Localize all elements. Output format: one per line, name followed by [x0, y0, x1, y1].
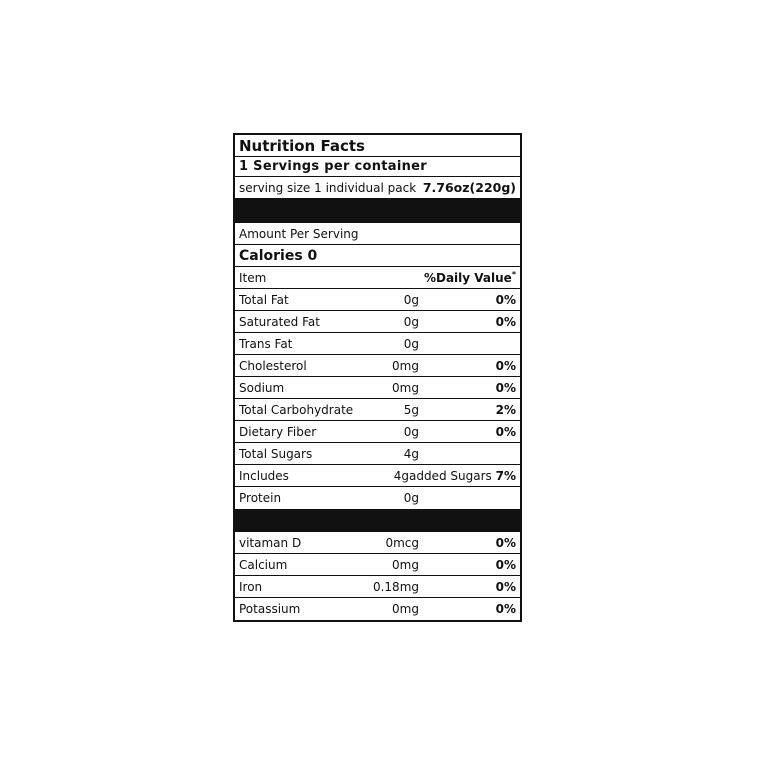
nutrient-daily-value: added Sugars 7% — [409, 468, 516, 483]
divider-bar — [235, 199, 520, 223]
nutrient-name: vitaman D — [239, 535, 302, 550]
column-item: Item — [239, 270, 267, 285]
nutrient-daily-value: 0% — [495, 292, 516, 307]
nutrient-amount: 0g — [403, 336, 419, 351]
serving-size-label: serving size 1 individual pack — [239, 180, 417, 195]
nutrient-amount: 0mg — [392, 358, 419, 373]
nutrient-amount: 0g — [403, 314, 419, 329]
serving-size-row — [235, 177, 520, 199]
mineral-row — [235, 532, 520, 554]
nutrient-name: Total Fat — [239, 292, 289, 307]
nutrient-amount: 0mcg — [385, 535, 419, 550]
calories: Calories 0 — [235, 245, 520, 267]
nutrient-amount: 4g — [393, 468, 410, 483]
mineral-row — [235, 576, 520, 598]
nutrient-name: Dietary Fiber — [239, 424, 317, 439]
nutrient-daily-value: 0% — [495, 602, 516, 616]
nutrient-name: Calcium — [239, 557, 288, 572]
mineral-row — [235, 598, 520, 620]
nutrient-row — [235, 289, 520, 311]
nutrient-daily-value: 0% — [495, 314, 516, 329]
nutrient-amount: 4g — [403, 446, 419, 461]
nutrient-amount: 5g — [403, 402, 419, 417]
nutrient-daily-value: 0% — [495, 557, 516, 572]
nutrient-row — [235, 487, 520, 509]
nutrient-name: Potassium — [239, 602, 301, 616]
divider-bar — [235, 509, 520, 532]
serving-size-value: 7.76oz(220g) — [422, 180, 516, 195]
nutrient-name: Total Carbohydrate — [239, 402, 354, 417]
mineral-row — [235, 554, 520, 576]
nutrient-amount: 0.18mg — [372, 579, 419, 594]
nutrient-row — [235, 311, 520, 333]
nutrient-daily-value: 0% — [495, 380, 516, 395]
nutrient-daily-value: 2% — [495, 402, 516, 417]
label-title: Nutrition Facts — [235, 135, 520, 157]
nutrient-amount: 0g — [403, 491, 419, 505]
nutrient-name: Cholesterol — [239, 358, 307, 373]
nutrient-row — [235, 421, 520, 443]
nutrient-amount: 0g — [403, 424, 419, 439]
amount-per-serving: Amount Per Serving — [235, 223, 520, 245]
nutrient-row — [235, 465, 520, 487]
nutrient-row — [235, 443, 520, 465]
nutrient-name: Iron — [239, 579, 263, 594]
nutrition-facts-label — [233, 133, 522, 622]
nutrient-row — [235, 377, 520, 399]
nutrient-row — [235, 399, 520, 421]
nutrient-amount: 0g — [403, 292, 419, 307]
nutrient-row — [235, 333, 520, 355]
nutrient-name: Trans Fat — [239, 336, 293, 351]
nutrient-daily-value: 0% — [495, 579, 516, 594]
nutrient-amount: 0mg — [392, 380, 419, 395]
nutrient-daily-value: 0% — [495, 535, 516, 550]
servings-per-container: 1 Servings per container — [235, 157, 520, 177]
nutrient-name: Total Sugars — [239, 446, 313, 461]
nutrient-list — [235, 289, 520, 509]
nutrient-name: Sodium — [239, 380, 285, 395]
nutrient-row — [235, 355, 520, 377]
nutrient-daily-value: 0% — [495, 424, 516, 439]
mineral-list — [235, 532, 520, 620]
nutrient-amount: 0mg — [392, 602, 419, 616]
nutrient-name: Includes — [239, 468, 289, 483]
nutrient-name: Protein — [239, 491, 282, 505]
nutrient-daily-value: 0% — [495, 358, 516, 373]
nutrient-name: Saturated Fat — [239, 314, 320, 329]
nutrient-amount: 0mg — [392, 557, 419, 572]
column-header-row — [235, 267, 520, 289]
column-daily-value: %Daily Value* — [423, 270, 516, 285]
